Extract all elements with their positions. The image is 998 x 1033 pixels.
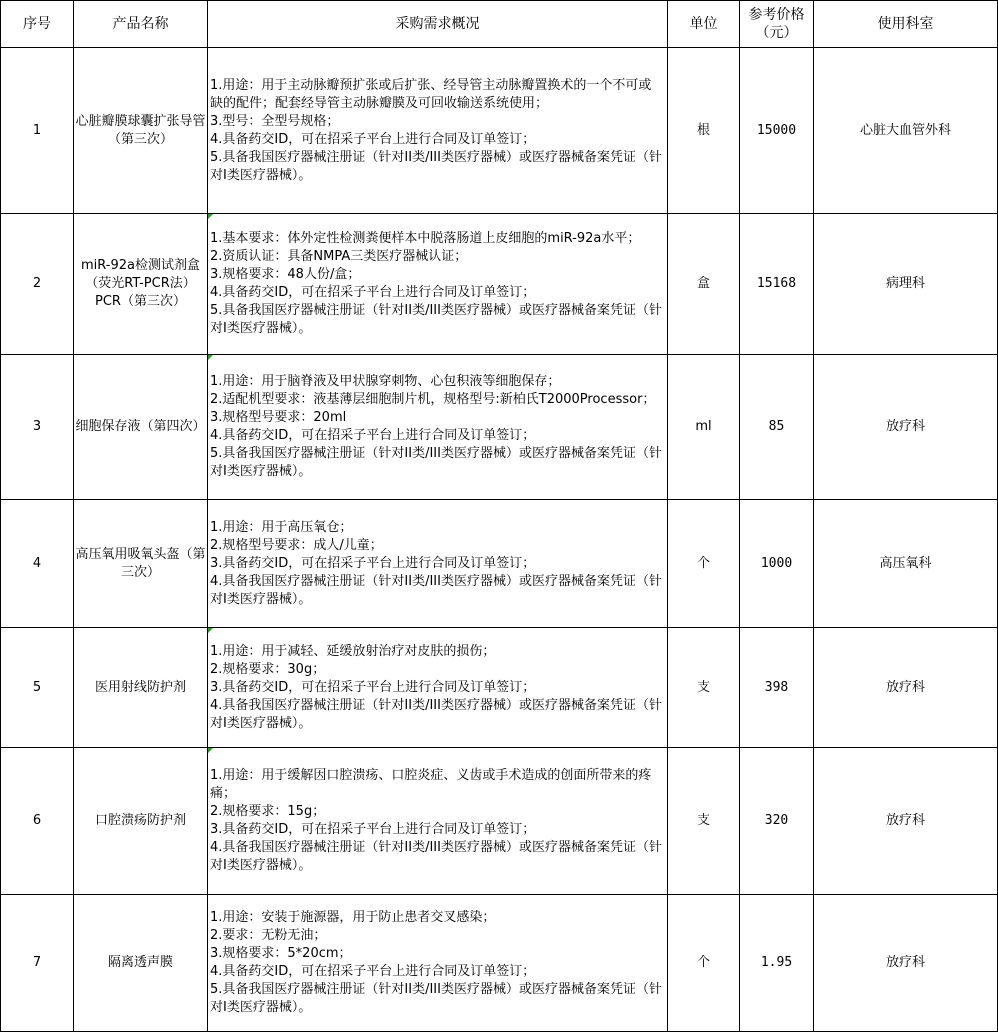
requirement-line: 3.具备药交ID，可在招采子平台上进行合同及订单签订；	[210, 679, 536, 695]
requirement-line: 1.用途：用于脑脊液及甲状腺穿刺物、心包积液等细胞保存；	[210, 374, 561, 389]
header-reference-price: 参考价格（元）	[740, 1, 814, 48]
cell-unit: 个	[668, 500, 740, 628]
cell-price: 1000	[740, 500, 814, 628]
requirement-line: 2.资质认证：具备NMPA三类医疗器械认证；	[210, 249, 468, 264]
table-row	[1, 214, 998, 355]
cell-department: 放疗科	[814, 895, 998, 1032]
comment-marker	[208, 628, 213, 633]
table-row	[1, 500, 998, 628]
header-row	[1, 1, 998, 48]
cell-seq: 5	[1, 628, 74, 748]
table-row	[1, 628, 998, 748]
cell-requirements	[208, 895, 668, 1032]
requirement-line: 4.具备药交ID，可在招采子平台上进行合同及订单签订；	[210, 964, 536, 979]
cell-unit: 个	[668, 895, 740, 1032]
cell-price: 398	[740, 628, 814, 748]
cell-price: 320	[740, 748, 814, 895]
cell-seq: 7	[1, 895, 74, 1032]
requirement-line: 4.具备我国医疗器械注册证（针对II类/III类医疗器械）或医疗器械备案凭证（针对I类医疗器械）。	[210, 697, 662, 731]
requirement-line: 2.规格型号要求：成人/儿童；	[210, 537, 383, 553]
table-row	[1, 48, 998, 214]
requirement-line: 4.具备我国医疗器械注册证（针对II类/III类医疗器械）或医疗器械备案凭证（针对I类医疗器械）。	[210, 840, 662, 873]
cell-seq: 3	[1, 355, 74, 500]
cell-department: 放疗科	[814, 628, 998, 748]
table-row	[1, 895, 998, 1032]
requirement-line: 1.基本要求：体外定性检测粪便样本中脱落肠道上皮细胞的miR-92a水平；	[210, 231, 641, 246]
comment-marker	[208, 355, 213, 360]
requirement-line: 2.规格要求：30g；	[210, 661, 326, 677]
requirement-line: 3.规格要求：48人份/盒；	[210, 267, 361, 282]
requirement-line: 5.具备我国医疗器械注册证（针对II类/III类医疗器械）或医疗器械备案凭证（针对I类医疗器械）。	[210, 982, 662, 1015]
cell-price: 15168	[740, 214, 814, 355]
cell-department: 病理科	[814, 214, 998, 355]
header-unit: 单位	[668, 1, 740, 48]
table-row	[1, 355, 998, 500]
cell-seq: 1	[1, 48, 74, 214]
header-department: 使用科室	[814, 1, 998, 48]
header-requirements: 采购需求概况	[208, 1, 668, 48]
cell-product-name: 口腔溃疡防护剂	[74, 748, 208, 895]
requirement-line: 3.具备药交ID，可在招采子平台上进行合同及订单签订；	[210, 822, 536, 837]
requirement-line: 5.具备我国医疗器械注册证（针对II类/III类医疗器械）或医疗器械备案凭证（针对I类医疗器械）。	[210, 303, 662, 336]
cell-product-name: 心脏瓣膜球囊扩张导管（第三次）	[74, 48, 208, 214]
requirement-line: 4.具备药交ID，可在招采子平台上进行合同及订单签订；	[210, 428, 536, 443]
cell-unit: 支	[668, 748, 740, 895]
cell-seq: 2	[1, 214, 74, 355]
requirement-line: 1.用途：用于减轻、延缓放射治疗对皮肤的损伤；	[210, 643, 496, 659]
cell-product-name: 医用射线防护剂	[74, 628, 208, 748]
requirement-line: 3.具备药交ID，可在招采子平台上进行合同及订单签订；	[210, 555, 536, 571]
cell-unit: 盒	[668, 214, 740, 355]
comment-marker	[208, 214, 213, 219]
cell-department: 放疗科	[814, 355, 998, 500]
requirement-line: 5.具备我国医疗器械注册证（针对II类/III类医疗器械）或医疗器械备案凭证（针对I类医疗器械）。	[210, 149, 662, 183]
cell-price: 1.95	[740, 895, 814, 1032]
cell-department: 心脏大血管外科	[814, 48, 998, 214]
cell-requirements	[208, 748, 668, 895]
requirement-line: 3.规格型号要求：20ml	[210, 410, 347, 425]
header-product-name: 产品名称	[74, 1, 208, 48]
cell-product-name: 高压氧用吸氧头盔（第三次）	[74, 500, 208, 628]
cell-seq: 4	[1, 500, 74, 628]
cell-unit: 支	[668, 628, 740, 748]
table-row	[1, 748, 998, 895]
cell-unit: ml	[668, 355, 740, 500]
requirement-line: 1.用途：用于主动脉瓣预扩张或后扩张、经导管主动脉瓣置换术的一个不可或缺的配件；配套经导管主动脉瓣膜及可回收输送系统使用；	[210, 77, 652, 111]
requirement-line: 5.具备我国医疗器械注册证（针对II类/III类医疗器械）或医疗器械备案凭证（针对I类医疗器械）。	[210, 446, 662, 479]
cell-requirements	[208, 48, 668, 214]
requirement-line: 2.要求：无粉无油；	[210, 928, 327, 943]
cell-requirements	[208, 214, 668, 355]
requirement-line: 2.规格要求：15g；	[210, 804, 326, 819]
cell-price: 85	[740, 355, 814, 500]
comment-marker	[208, 748, 213, 753]
requirement-line: 4.具备药交ID，可在招采子平台上进行合同及订单签订；	[210, 131, 536, 147]
cell-department: 高压氧科	[814, 500, 998, 628]
requirement-line: 1.用途：安装于施源器，用于防止患者交叉感染；	[210, 910, 496, 925]
header-seq: 序号	[1, 1, 74, 48]
cell-requirements	[208, 355, 668, 500]
cell-requirements	[208, 628, 668, 748]
cell-seq: 6	[1, 748, 74, 895]
cell-product-name: miR-92a检测试剂盒（荧光RT-PCR法）PCR（第三次）	[74, 214, 208, 355]
cell-product-name: 隔离透声膜	[74, 895, 208, 1032]
cell-price: 15000	[740, 48, 814, 214]
requirement-line: 4.具备药交ID，可在招采子平台上进行合同及订单签订；	[210, 285, 536, 300]
requirement-line: 4.具备我国医疗器械注册证（针对II类/III类医疗器械）或医疗器械备案凭证（针对I类医疗器械）。	[210, 573, 662, 607]
cell-department: 放疗科	[814, 748, 998, 895]
requirement-line: 1.用途：用于缓解因口腔溃疡、口腔炎症、义齿或手术造成的创面所带来的疼痛；	[210, 768, 652, 801]
requirement-line: 2.适配机型要求：液基薄层细胞制片机，规格型号:新柏氏T2000Processor；	[210, 392, 656, 407]
table-body	[1, 48, 998, 1032]
cell-requirements	[208, 500, 668, 628]
cell-product-name: 细胞保存液（第四次）	[74, 355, 208, 500]
requirement-line: 1.用途：用于高压氧仓；	[210, 519, 353, 535]
requirement-line: 3.规格要求：5*20cm；	[210, 946, 352, 961]
requirement-line: 3.型号：全型号规格；	[210, 113, 340, 129]
cell-unit: 根	[668, 48, 740, 214]
